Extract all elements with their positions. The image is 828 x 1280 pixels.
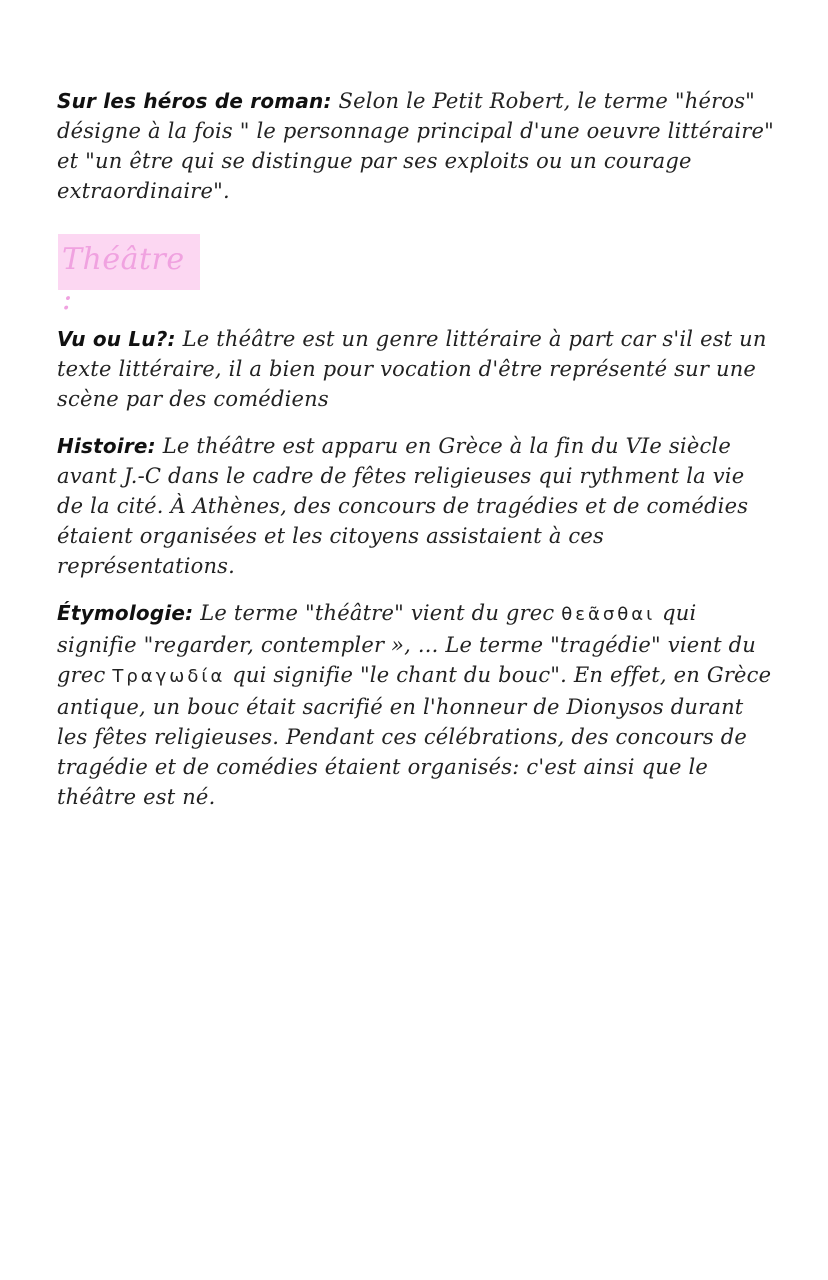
text-etymologie-3: qui signifie "le chant du bouc". En effet, en Grèce antique, un bouc était sacrifié en l'honneur de Dionysos durant les fêtes religieuses. Pendant ces célébrations, des concours de tragédie et de comédies étaient organisés: c'est ainsi que le théâtre est né. [57, 663, 772, 809]
text-histoire: Le théâtre est apparu en Grèce à la fin du VIe siècle avant J.-C dans le cadre de fêtes religieuses qui rythment la vie de la cité. À Athènes, des concours de tragédies et de comédies étaient organisées et les citoyens assistaient à ces représentations. [57, 434, 749, 578]
greek-word-theasthai: θεᾶσθαι [561, 604, 656, 625]
text-heros: Selon le Petit Robert, le terme "héros" désigne à la fois " le personnage principal d'une oeuvre littéraire" et "un être qui se distingue par ses exploits ou un courage extraordinaire". [57, 89, 774, 203]
lead-etymologie: Étymologie: [57, 601, 194, 625]
text-etymologie-2: qui signifie "regarder, contempler », ... Le terme "tragédie" vient du grec [57, 601, 756, 687]
greek-word-tragodia: Τραγωδία [112, 666, 226, 687]
section-heading-theatre: Théâtre : [62, 242, 185, 317]
lead-heros: Sur les héros de roman: [57, 89, 332, 113]
paragraph-vu-ou-lu [57, 324, 777, 414]
paragraph-heros [57, 86, 777, 206]
lead-histoire: Histoire: [57, 434, 156, 458]
paragraph-etymologie [57, 598, 777, 812]
paragraph-histoire [57, 431, 777, 581]
text-vu-ou-lu: Le théâtre est un genre littéraire à part car s'il est un texte littéraire, il a bien pour vocation d'être représenté sur une scène par des comédiens [57, 327, 767, 411]
document-page [57, 86, 777, 812]
section-heading-highlight [58, 234, 200, 317]
text-etymologie-1: Le terme "théâtre" vient du grec [193, 601, 562, 625]
lead-vu-ou-lu: Vu ou Lu?: [57, 327, 176, 351]
